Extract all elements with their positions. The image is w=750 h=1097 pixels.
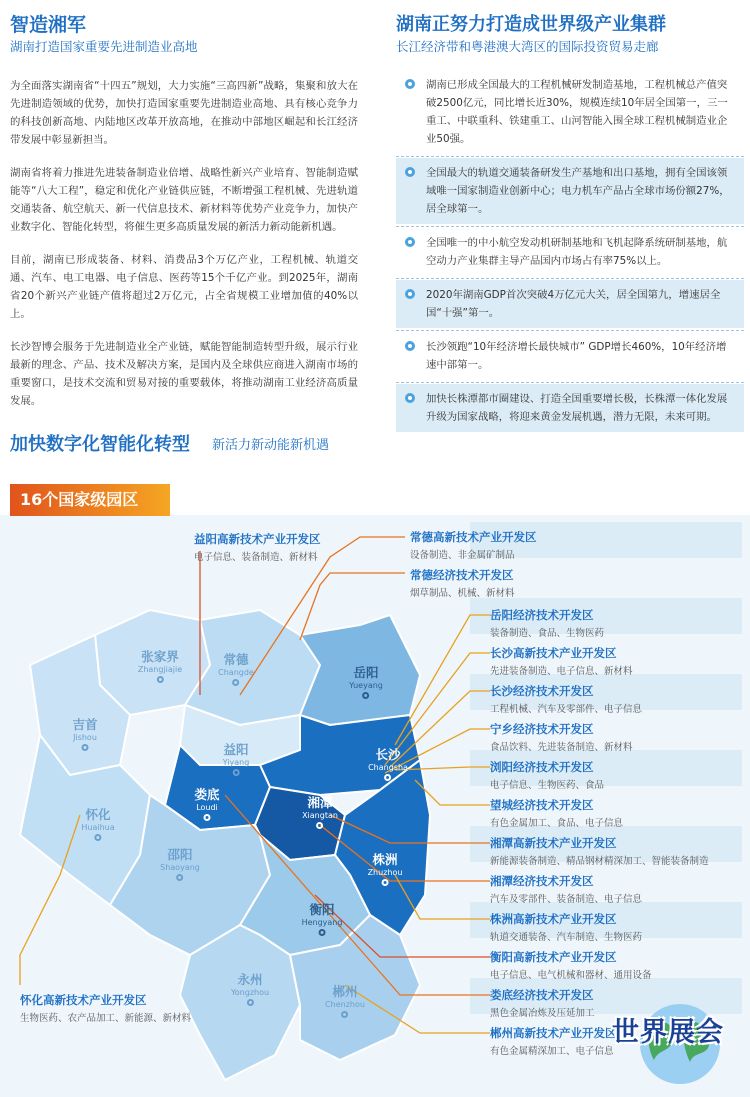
city-marker-icon bbox=[384, 774, 391, 781]
city-label bbox=[218, 650, 254, 686]
city-label bbox=[223, 740, 250, 776]
zone-industries: 装备制造、食品、生物医药 bbox=[490, 628, 605, 639]
zone-industries: 设备制造、非金属矿制品 bbox=[410, 550, 515, 561]
city-marker-icon bbox=[317, 822, 324, 829]
zone-name: 宁乡经济技术开发区 bbox=[490, 722, 594, 736]
highlight-item bbox=[396, 228, 744, 276]
city-label bbox=[368, 850, 403, 886]
zone-name: 衡阳高新技术产业开发区 bbox=[490, 950, 617, 964]
city-name: 湘潭 bbox=[307, 795, 333, 810]
left-title: 智造湘军 bbox=[10, 14, 87, 36]
zone-entry bbox=[20, 992, 191, 1024]
highlight-text: 全国最大的轨道交通装备研发生产基地和出口基地，拥有全国该领域唯一国家制造业创新中心；电力机车产品占全球市场份额27%，居全球第一。 bbox=[426, 167, 730, 215]
section-subtitle: 新活力新动能新机遇 bbox=[212, 438, 330, 453]
zone-entry bbox=[490, 683, 740, 717]
zone-entry bbox=[490, 645, 740, 679]
city-label bbox=[325, 982, 365, 1018]
watermark-text: 世界展会 bbox=[612, 1017, 724, 1048]
zone-industries: 电子信息、电气机械和器材、通用设备 bbox=[490, 970, 652, 981]
city-marker-icon bbox=[176, 874, 183, 881]
zone-industries: 生物医药、农产品加工、新能源、新材料 bbox=[20, 1013, 192, 1024]
city-name: 常德 bbox=[223, 652, 249, 667]
city-label bbox=[194, 785, 219, 821]
city-name: 吉首 bbox=[72, 717, 98, 732]
zone-entry bbox=[490, 797, 740, 831]
city-name-en: Hengyang bbox=[301, 918, 343, 927]
bullet-icon bbox=[405, 167, 415, 177]
intro-text bbox=[10, 77, 358, 425]
highlight-text: 全国唯一的中小航空发动机研制基地和飞机起降系统研制基地，航空动力产业集群主导产品国内市场占有率75%以上。 bbox=[426, 237, 728, 267]
bullet-icon bbox=[405, 341, 415, 351]
city-marker-icon bbox=[81, 744, 88, 751]
zone-name: 郴州高新技术产业开发区 bbox=[490, 1026, 617, 1040]
zone-name: 湘潭高新技术产业开发区 bbox=[490, 836, 617, 850]
zone-industries: 先进装备制造、电子信息、新材料 bbox=[490, 666, 633, 677]
zone-industries: 工程机械、汽车及零部件、电子信息 bbox=[490, 704, 643, 715]
zone-entry bbox=[490, 607, 740, 641]
zone-entry bbox=[490, 911, 740, 945]
city-marker-icon bbox=[341, 1011, 348, 1018]
city-marker-icon bbox=[363, 692, 370, 699]
zone-industries: 轨道交通装备、汽车制造、生物医药 bbox=[490, 932, 643, 943]
zone-industries: 电子信息、生物医药、食品 bbox=[490, 780, 605, 791]
bullet-icon bbox=[405, 393, 415, 403]
section-title: 加快数字化智能化转型 bbox=[10, 434, 190, 455]
zone-industries: 汽车及零部件、装备制造、电子信息 bbox=[490, 894, 643, 905]
city-name-en: Zhuzhou bbox=[367, 868, 403, 877]
city-name-en: Changsha bbox=[368, 763, 408, 772]
zone-name: 益阳高新技术产业开发区 bbox=[194, 532, 321, 546]
zone-industries: 电子信息、装备制造、新材料 bbox=[194, 552, 318, 563]
zone-name: 怀化高新技术产业开发区 bbox=[20, 993, 147, 1007]
city-label bbox=[368, 745, 408, 781]
zone-entry bbox=[490, 949, 740, 983]
city-name-en: Huaihua bbox=[81, 823, 115, 832]
intro-paragraph: 湖南省将着力推进先进装备制造业倍增、战略性新兴产业培育、智能制造赋能等“八大工程”，稳定和优化产业链供应链，不断增强工程机械、先进轨道交通装备、航空航天、新一代信息技术、新材料等优势产业竞争力，加快产业数字化、智能化转型，将催生更多高质量发展的新活力新动能新机遇。 bbox=[10, 167, 358, 233]
city-name: 衡阳 bbox=[309, 902, 335, 917]
city-name-en: Shaoyang bbox=[160, 863, 200, 872]
city-marker-icon bbox=[319, 929, 326, 936]
highlight-item bbox=[396, 70, 744, 154]
bullet-icon bbox=[405, 79, 415, 89]
zone-entry bbox=[490, 835, 740, 869]
intro-paragraph: 长沙智博会服务于先进制造业全产业链，赋能智能制造转型升级，展示行业最新的理念、产品、技术及解决方案，是国内及全球供应商进入湖南市场的重要窗口，是技术交流和贸易对接的重要载体，将推动湖南工业经济高质量发展。 bbox=[10, 341, 358, 407]
zone-name: 浏阳经济技术开发区 bbox=[490, 760, 594, 774]
zone-industries: 有色金属精深加工、电子信息 bbox=[490, 1046, 614, 1057]
city-name-en: Changde bbox=[218, 668, 254, 677]
intro-paragraph: 为全面落实湖南省“十四五”规划，大力实施“三高四新”战略，集聚和放大在先进制造领域的优势，加快打造国家重要先进制造业高地、具有核心竞争力的科技创新高地、内陆地区改革开放高地，在推动中部地区崛起和长江经济带发展中彰显新担当。 bbox=[10, 80, 358, 146]
highlight-item bbox=[396, 280, 744, 328]
city-name: 张家界 bbox=[141, 649, 179, 664]
highlight-item bbox=[396, 158, 744, 224]
zone-name: 常德高新技术产业开发区 bbox=[410, 530, 537, 544]
zone-entry bbox=[490, 759, 740, 793]
city-marker-icon bbox=[94, 834, 101, 841]
zone-name: 望城经济技术开发区 bbox=[490, 798, 594, 812]
highlight-text: 2020年湖南GDP首次突破4万亿元大关，居全国第九，增速居全国“十强”第一。 bbox=[426, 289, 721, 319]
zone-name: 湘潭经济技术开发区 bbox=[490, 874, 594, 888]
zone-industries: 有色金属加工、食品、电子信息 bbox=[490, 818, 624, 829]
city-label bbox=[81, 805, 114, 841]
highlight-list bbox=[396, 70, 744, 436]
city-marker-icon bbox=[246, 999, 253, 1006]
city-name: 怀化 bbox=[85, 807, 111, 822]
highlight-text: 加快长株潭都市圈建设、打造全国重要增长极，长株潭一体化发展升级为国家战略，将迎来黄金发展机遇，潜力无限，未来可期。 bbox=[426, 393, 728, 423]
city-marker-icon bbox=[233, 679, 240, 686]
right-title: 湖南正努力打造成世界级产业集群 bbox=[396, 14, 666, 35]
highlight-item bbox=[396, 384, 744, 432]
zone-name: 常德经济技术开发区 bbox=[410, 568, 514, 582]
left-subtitle: 湖南打造国家重要先进制造业高地 bbox=[10, 39, 198, 54]
zone-industries: 食品饮料、先进装备制造、新材料 bbox=[490, 742, 633, 753]
zone-count-banner bbox=[10, 484, 170, 516]
intro-paragraph: 目前，湖南已形成装备、材料、消费品3个万亿产业，工程机械、轨道交通、汽车、电工电器、电子信息、医药等15个千亿产业。到2025年，湖南省20个新兴产业链产值将超过2万亿元，占全省规模工业增加值的40%以上。 bbox=[10, 254, 358, 320]
highlight-item bbox=[396, 332, 744, 380]
city-label bbox=[349, 663, 383, 699]
right-subtitle: 长江经济带和粤港澳大湾区的国际投资贸易走廊 bbox=[396, 39, 659, 54]
zone-industries: 烟草制品、机械、新材料 bbox=[410, 588, 515, 599]
city-name: 郴州 bbox=[332, 984, 358, 999]
zone-entry bbox=[194, 531, 321, 563]
city-name-en: Yiyang bbox=[222, 758, 250, 767]
city-name-en: Xiangtan bbox=[302, 811, 338, 820]
city-name: 永州 bbox=[237, 972, 263, 987]
city-name-en: Yongzhou bbox=[230, 988, 270, 997]
zone-count-label: 16个国家级园区 bbox=[20, 490, 139, 509]
zone-name: 株洲高新技术产业开发区 bbox=[490, 912, 617, 926]
city-marker-icon bbox=[381, 879, 388, 886]
city-name: 邵阳 bbox=[167, 847, 193, 862]
city-label bbox=[302, 793, 338, 829]
zone-name: 长沙高新技术产业开发区 bbox=[490, 646, 617, 660]
zone-entry bbox=[490, 721, 740, 755]
city-label bbox=[302, 900, 343, 936]
city-name-en: Chenzhou bbox=[325, 1000, 365, 1009]
zone-entry bbox=[410, 567, 515, 599]
city-marker-icon bbox=[203, 814, 210, 821]
city-name: 娄底 bbox=[194, 787, 220, 802]
zone-name: 娄底经济技术开发区 bbox=[490, 988, 594, 1002]
zone-industries: 黑色金属冶炼及压延加工 bbox=[490, 1008, 595, 1019]
city-name-en: Zhangjiajie bbox=[137, 665, 183, 674]
city-name-en: Yueyang bbox=[349, 681, 383, 690]
highlight-text: 长沙领跑“10年经济增长最快城市” GDP增长460%，10年经济增速中部第一。 bbox=[426, 341, 727, 371]
zone-entry bbox=[490, 873, 740, 907]
city-marker-icon bbox=[232, 769, 239, 776]
zone-name: 岳阳经济技术开发区 bbox=[490, 608, 594, 622]
city-marker-icon bbox=[156, 676, 163, 683]
zone-name: 长沙经济技术开发区 bbox=[490, 684, 594, 698]
highlight-text: 湖南已形成全国最大的工程机械研发制造基地，工程机械总产值突破2500亿元，同比增长近30%，规模连续10年居全国第一，三一重工、中联重科、铁建重工、山河智能入围全球工程机械制造业企业50强。 bbox=[426, 79, 728, 145]
city-name: 岳阳 bbox=[353, 665, 379, 680]
bullet-icon bbox=[405, 237, 415, 247]
city-name-en: Loudi bbox=[196, 803, 218, 812]
zone-industries: 新能源装备制造、精品钢材精深加工、智能装备制造 bbox=[490, 856, 709, 867]
city-label bbox=[231, 970, 269, 1006]
city-label bbox=[72, 715, 97, 751]
city-name: 长沙 bbox=[375, 747, 401, 762]
city-name-en: Jishou bbox=[73, 733, 97, 742]
city-name: 株洲 bbox=[372, 852, 398, 867]
city-label bbox=[160, 845, 200, 881]
city-label bbox=[138, 647, 182, 683]
zone-entry bbox=[410, 529, 537, 561]
city-name: 益阳 bbox=[223, 742, 249, 757]
bullet-icon bbox=[405, 289, 415, 299]
